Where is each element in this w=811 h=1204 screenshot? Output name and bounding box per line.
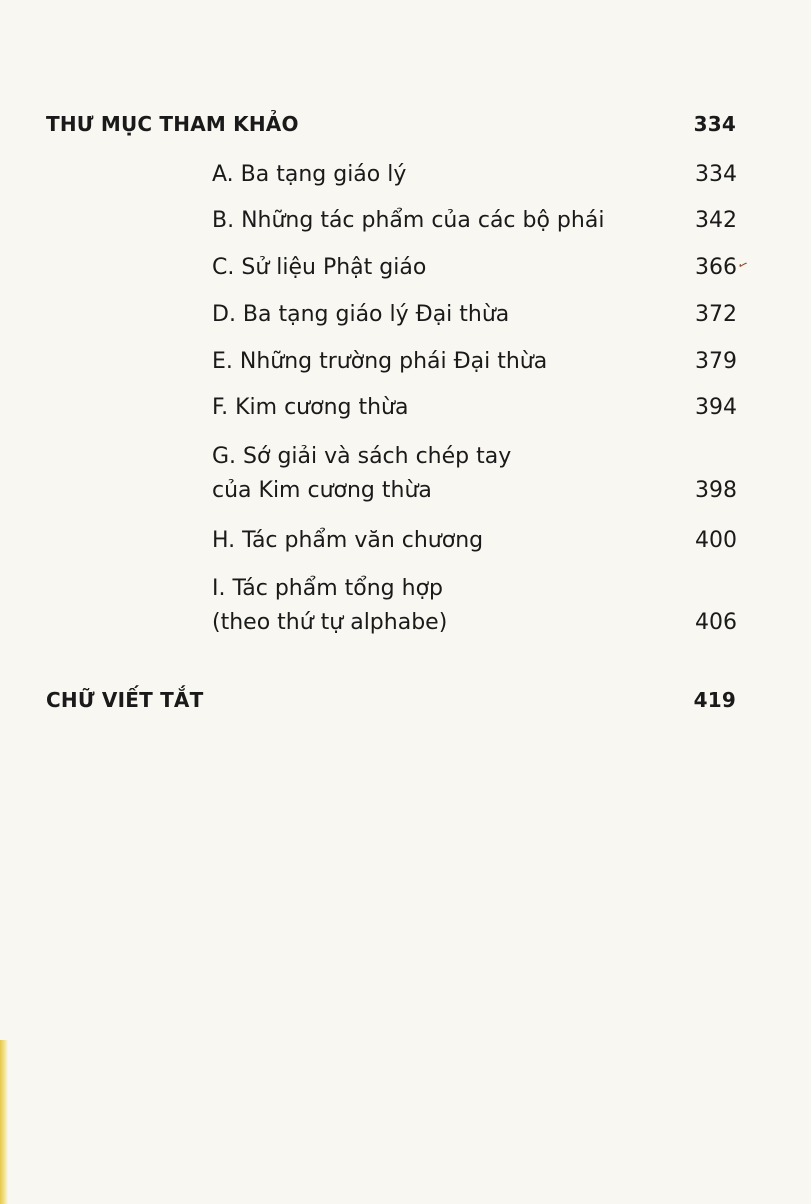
entry-title: D. Ba tạng giáo lý Đại thừa xyxy=(212,302,510,327)
toc-section-heading xyxy=(46,106,736,142)
section-page-number: 419 xyxy=(693,688,736,712)
section-title: CHỮ VIẾT TẮT xyxy=(46,688,204,712)
toc-entry xyxy=(212,204,737,238)
toc-entry xyxy=(212,298,737,332)
entry-title: F. Kim cương thừa xyxy=(212,395,409,420)
page-edge-decoration xyxy=(0,1040,8,1204)
entry-page-number: 406 xyxy=(695,610,737,635)
entry-page-number: 366 xyxy=(695,255,737,280)
entry-page-number: 379 xyxy=(695,349,737,374)
entry-page-number: 334 xyxy=(695,162,737,187)
toc-entry xyxy=(212,524,737,558)
entry-page-number: 400 xyxy=(695,528,737,553)
section-title: THƯ MỤC THAM KHẢO xyxy=(46,112,299,136)
toc-entry xyxy=(212,572,737,640)
entry-page-number: 372 xyxy=(695,302,737,327)
section-page-number: 334 xyxy=(693,112,736,136)
entry-page-number: 394 xyxy=(695,395,737,420)
entry-page-number: 398 xyxy=(695,478,737,503)
entry-title-line: G. Sớ giải và sách chép tay xyxy=(212,444,512,469)
toc-entry xyxy=(212,345,737,379)
entry-title xyxy=(212,572,447,640)
entry-title: E. Những trường phái Đại thừa xyxy=(212,349,548,374)
entry-page-number: 342 xyxy=(695,208,737,233)
entry-title: B. Những tác phẩm của các bộ phái xyxy=(212,208,605,233)
entry-title xyxy=(212,440,511,508)
pen-tick-mark: ✓ xyxy=(735,256,751,274)
toc-entry xyxy=(212,158,737,192)
entry-title: C. Sử liệu Phật giáo xyxy=(212,255,427,280)
toc-entry xyxy=(212,391,737,425)
entry-title-line: của Kim cương thừa xyxy=(212,478,432,503)
toc-entry xyxy=(212,251,737,285)
entry-title-line: (theo thứ tự alphabe) xyxy=(212,610,448,635)
entry-title-line: I. Tác phẩm tổng hợp xyxy=(212,576,444,601)
toc-section-heading xyxy=(46,682,736,718)
entry-title: A. Ba tạng giáo lý xyxy=(212,162,407,187)
toc-entry xyxy=(212,440,737,508)
entry-title: H. Tác phẩm văn chương xyxy=(212,528,484,553)
